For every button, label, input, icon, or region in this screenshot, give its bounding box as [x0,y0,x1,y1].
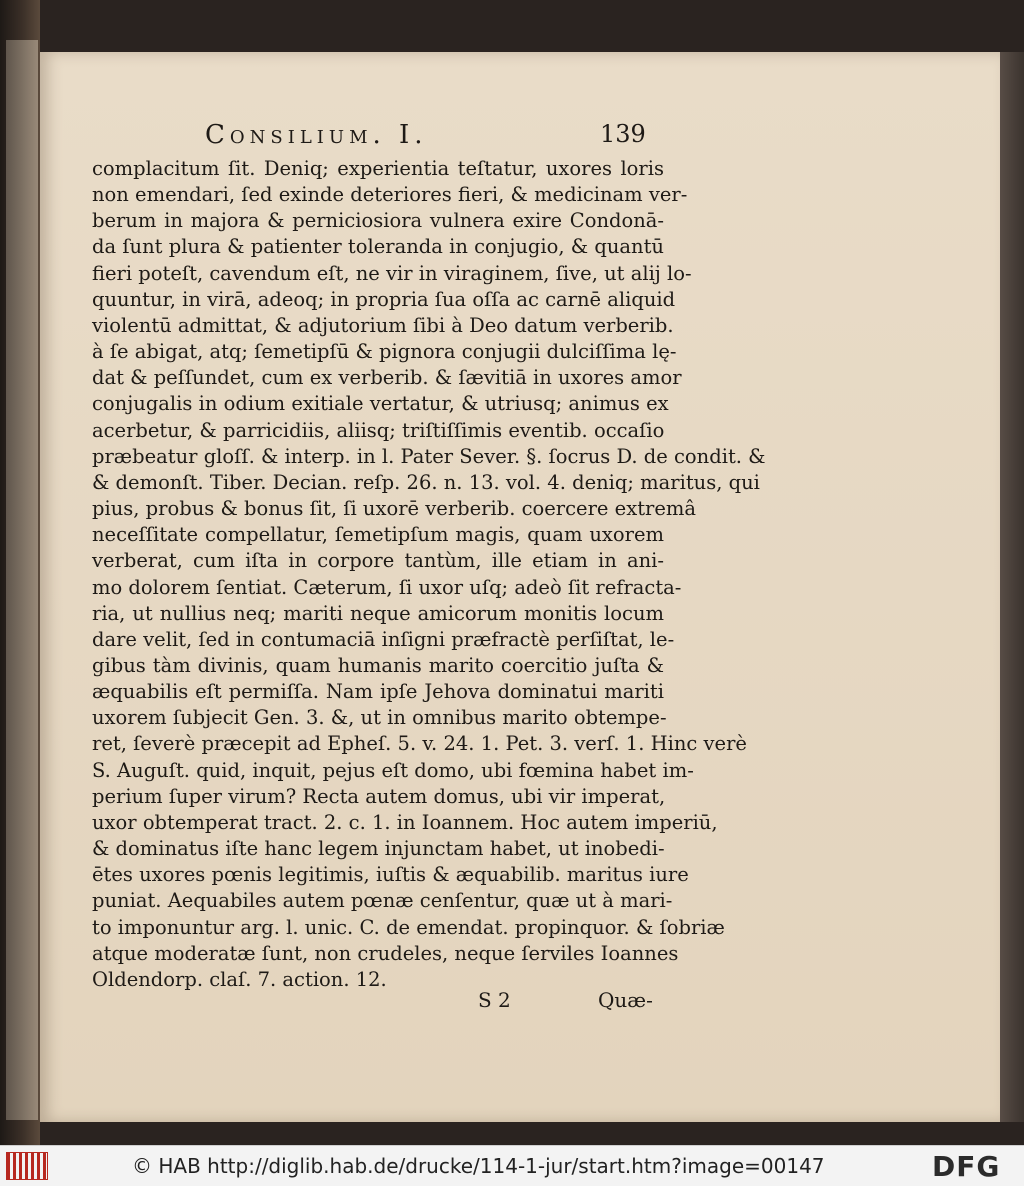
text-line: & demonſt. Tiber. Decian. reſp. 26. n. 13. vol. 4. deniq; maritus, qui [92,470,760,494]
text-line: da ſunt plura & patienter toleranda in conjugio, & quantū [92,235,664,259]
copyright-link[interactable]: © HAB http://diglib.hab.de/drucke/114-1-jur/start.htm?image=00147 [132,1154,825,1178]
signature-mark: S 2 [478,988,511,1012]
hab-logo-icon [6,1152,48,1180]
footer-bar [0,1145,1024,1186]
dfg-logo: DFG [932,1150,1001,1183]
previous-page-edge [6,40,38,1120]
catchword: Quæ- [598,988,653,1012]
text-line: & dominatus iſte hanc legem injunctam habet, ut inobedi- [92,837,665,861]
text-line: conjugalis in odium exitiale vertatur, & utriusq; animus ex [92,392,669,416]
text-line: mo dolorem ſentiat. Cæterum, ſi uxor uſq; adeò ſit refracta- [92,575,682,599]
text-line: uxor obtemperat tract. 2. c. 1. in Ioannem. Hoc autem imperiū, [92,810,718,834]
page-number: 139 [600,120,646,148]
text-line: pius, probus & bonus ſit, ſi uxorē verberib. coercere extremâ [92,497,697,521]
text-line: ētes uxores pœnis legitimis, iuſtis & æquabilib. maritus iure [92,863,689,887]
running-head: Consilium. I. [205,120,428,150]
text-line: atque moderatæ ſunt, non crudeles, neque ſerviles Ioannes [92,941,679,965]
text-line: ret, ſeverè præcepit ad Epheſ. 5. v. 24. 1. Pet. 3. verſ. 1. Hinc verè [92,732,747,756]
text-line: neceſſitate compellatur, ſemetipſum magis, quam uxorem [92,523,664,547]
text-line: to imponuntur arg. l. unic. C. de emendat. propinquor. & ſobriæ [92,915,725,939]
text-line: puniat. Aequabiles autem pœnæ cenſentur, quæ ut à mari- [92,889,673,913]
text-line: ria, ut nullius neq; mariti neque amicorum monitis locum [92,601,664,625]
body-text [92,156,766,993]
text-line: complacitum ſit. Deniq; experientia teſtatur, uxores loris [92,157,664,180]
text-line: Oldendorp. claſ. 7. action. 12. [92,967,387,991]
text-line: non emendari, ſed exinde deteriores fieri, & medicinam ver- [92,183,688,207]
text-line: dat & peſſundet, cum ex verberib. & ſævitiā in uxores amor [92,366,682,390]
text-line: S. Auguſt. quid, inquit, pejus eſt domo, ubi fœmina habet im- [92,758,694,782]
text-line: perium ſuper virum? Recta autem domus, ubi vir imperat, [92,784,666,808]
text-line: acerbetur, & parricidiis, aliisq; triſtiſſimis eventib. occaſio [92,418,665,442]
text-line: verberat, cum iſta in corpore tantùm, ille etiam in ani- [92,549,664,573]
text-line: præbeatur gloſſ. & interp. in l. Pater Sever. §. ſocrus D. de condit. & [92,444,766,468]
text-line: uxorem ſubjecit Gen. 3. &, ut in omnibus marito obtempe- [92,706,667,730]
text-line: æquabilis eſt permiſſa. Nam ipſe Jehova dominatui mariti [92,680,664,704]
text-line: à ſe abigat, atq; ſemetipſū & pignora conjugii dulciſſima lę- [92,340,677,364]
text-line: dare velit, ſed in contumaciā inſigni præfractè perſiſtat, le- [92,627,675,651]
text-line: gibus tàm divinis, quam humanis marito coercitio juſta & [92,653,664,677]
text-line: quuntur, in virā, adeoq; in propria ſua oſſa ac carnē aliquid [92,287,676,311]
text-line: violentū admittat, & adjutorium ſibi à Deo datum verberib. [92,313,674,337]
text-line: fieri poteſt, cavendum eſt, ne vir in viraginem, ſive, ut alij lo- [92,261,692,285]
page-right-background [998,52,1024,1122]
text-line: berum in majora & perniciosiora vulnera exire Condonā- [92,209,664,233]
